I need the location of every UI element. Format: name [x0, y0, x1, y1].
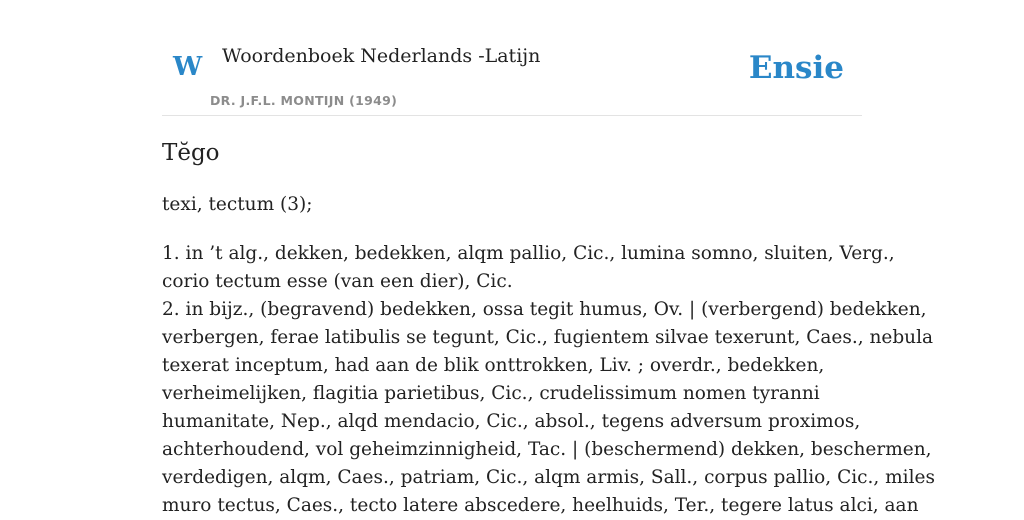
definition-line: achterhoudend, vol geheimzinnigheid, Tac. | (beschermend) dekken, beschermen,: [162, 439, 932, 460]
entry-forms: texi, tectum (3);: [162, 194, 313, 215]
definition-line: 1. in ’t alg., dekken, bedekken, alqm pallio, Cic., lumina somno, sluiten, Verg.,: [162, 243, 895, 264]
definition-line: verheimelijken, flagitia parietibus, Cic., crudelissimum nomen tyranni: [162, 383, 820, 404]
entry-definition: [162, 240, 935, 520]
page-content: [162, 0, 935, 516]
definition-line: muro tectus, Caes., tecto latere abscedere, heelhuids, Ter., tegere latus alci, aan: [162, 495, 919, 516]
definition-line: corio tectum esse (van een dier), Cic.: [162, 271, 513, 292]
definition-line: verdedigen, alqm, Caes., patriam, Cic., alqm armis, Sall., corpus pallio, Cic., miles: [162, 467, 935, 488]
entry-headword: Tĕgo: [162, 140, 220, 166]
definition-line: texerat inceptum, had aan de blik onttrokken, Liv. ; overdr., bedekken,: [162, 355, 825, 376]
dictionary-header: [162, 0, 862, 116]
dictionary-author: DR. J.F.L. MONTIJN (1949): [210, 93, 398, 108]
ensie-brand-link[interactable]: Ensie: [748, 50, 844, 86]
definition-line: 2. in bijz., (begravend) bedekken, ossa tegit humus, Ov. | (verbergend) bedekken,: [162, 299, 927, 320]
definition-line: humanitate, Nep., alqd mendacio, Cic., absol., tegens adversum proximos,: [162, 411, 861, 432]
definition-line: verbergen, ferae latibulis se tegunt, Cic., fugientem silvae texerunt, Caes., nebula: [162, 327, 934, 348]
dictionary-title[interactable]: Woordenboek Nederlands -Latijn: [222, 45, 541, 67]
dictionary-logo-icon[interactable]: W: [173, 52, 203, 82]
